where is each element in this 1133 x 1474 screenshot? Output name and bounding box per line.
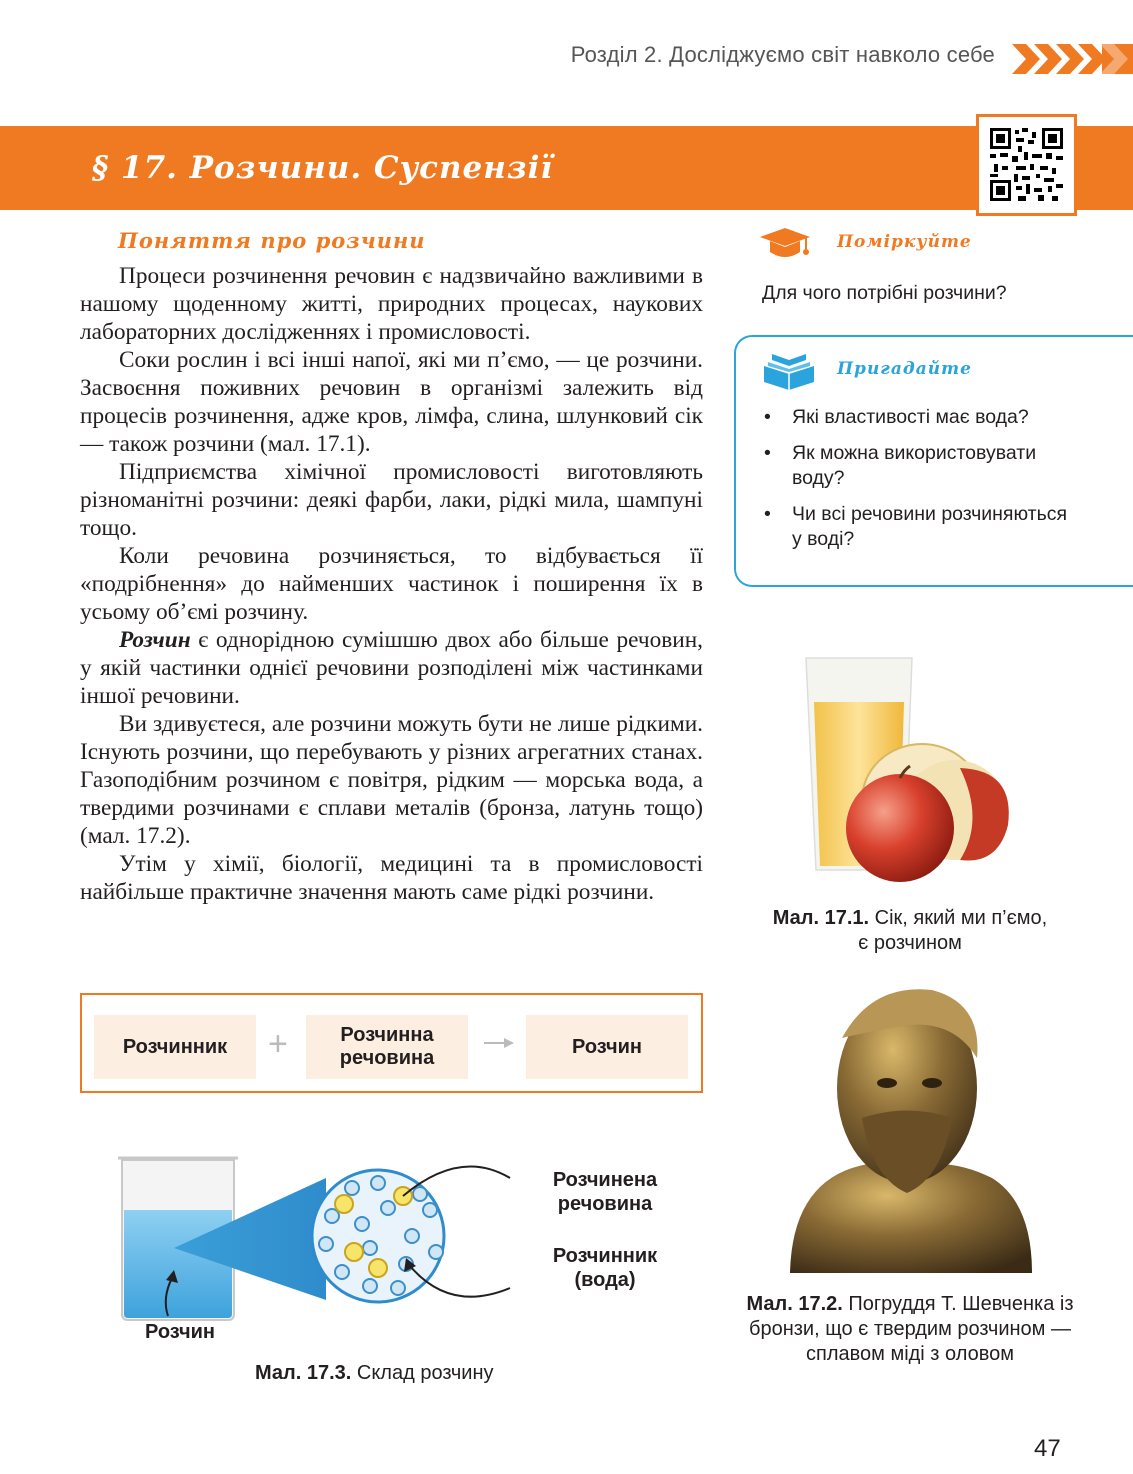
body-text <box>80 262 703 906</box>
book-icon <box>762 352 816 390</box>
plus-icon: + <box>268 1025 288 1063</box>
paragraph: Ви здивуєтеся, але розчини можуть бути не лише рідкими. Існують розчини, що перебувають у різних агрегатних станах. Газоподібним розчином є повітря, рідким — морська вода, а твердими розчинами є сплави металів (бронза, латунь тощо) (мал. 17.2). <box>80 711 703 849</box>
running-header: Розділ 2. Досліджуємо світ навколо себе <box>570 42 995 67</box>
section-heading: Поняття про розчини <box>118 228 426 253</box>
qr-code-icon <box>990 128 1063 201</box>
solute-label: Розчинена речовина <box>552 1169 658 1215</box>
recall-title: Пригадайте <box>837 359 972 379</box>
think-question: Для чого потрібні розчини? <box>762 282 1007 304</box>
list-item: • Чи всі речовини розчиняються у воді? <box>762 502 1072 552</box>
chevrons-icon <box>1012 44 1133 74</box>
paragraph: Утім у хімії, біології, медицині та в промисловості найбільше практичне значення мають саме рідкі розчини. <box>80 851 703 905</box>
list-item: • Як можна використовувати воду? <box>762 441 1072 491</box>
page-title: § 17. Розчини. Суспензії <box>92 150 554 186</box>
solvent-label: Розчинник (вода) <box>552 1245 658 1291</box>
solution-scheme <box>80 993 703 1093</box>
paragraph: Підприємства хімічної промисловості виготовляють різноманітні розчини: деякі фарби, лаки, рідкі мила, шампуні тощо. <box>80 459 703 541</box>
list-item: • Які властивості має вода? <box>762 405 1072 430</box>
definition-paragraph <box>80 626 703 710</box>
paragraph: Процеси розчинення речовин є надзвичайно важливими в нашому щоденному житті, природних процесах, наукових лабораторних дослідженнях і промисловості. <box>80 263 703 345</box>
definition-text: є однорідною сумішшю двох або більше речовин, у якій частинки однієї речовини розподілені між частинками іншої речовини. <box>80 627 703 709</box>
scheme-solvent: Розчинник <box>94 1015 256 1079</box>
qr-code[interactable] <box>976 114 1077 216</box>
figure-caption-3: Мал. 17.3. Склад розчину <box>255 1362 494 1384</box>
think-title: Поміркуйте <box>837 232 972 252</box>
bronze-bust-image <box>782 978 1042 1278</box>
definition-term: Розчин <box>119 627 191 653</box>
figure-caption-2: Мал. 17.2. Погруддя Т. Шевченка із бронзи, що є твердим розчином — сплавом міді з оловом <box>746 1293 1074 1365</box>
solution-label: Розчин <box>145 1321 215 1343</box>
scheme-solution: Розчин <box>526 1015 688 1079</box>
figure-caption-1: Мал. 17.1. Сік, який ми п’ємо, є розчином <box>772 907 1048 954</box>
graduation-cap-icon <box>760 228 810 260</box>
paragraph: Соки рослин і всі інші напої, які ми п’ємо, — це розчини. Засвоєння поживних речовин в організмі залежить від процесів розчинення, адже кров, лімфа, слина, шлунковий сік — також розчини (мал. 17.1). <box>80 347 703 457</box>
paragraph: Коли речовина розчиняється, то відбувається її «подрібнення» до найменших частинок і поширення їх в усьому об’ємі розчину. <box>80 543 703 625</box>
juice-apple-image <box>800 650 1015 890</box>
scheme-solute: Розчинна речовина <box>306 1015 468 1079</box>
arrow-right-icon <box>484 1035 514 1051</box>
page-number: 47 <box>1034 1435 1061 1462</box>
recall-list <box>762 405 1072 563</box>
